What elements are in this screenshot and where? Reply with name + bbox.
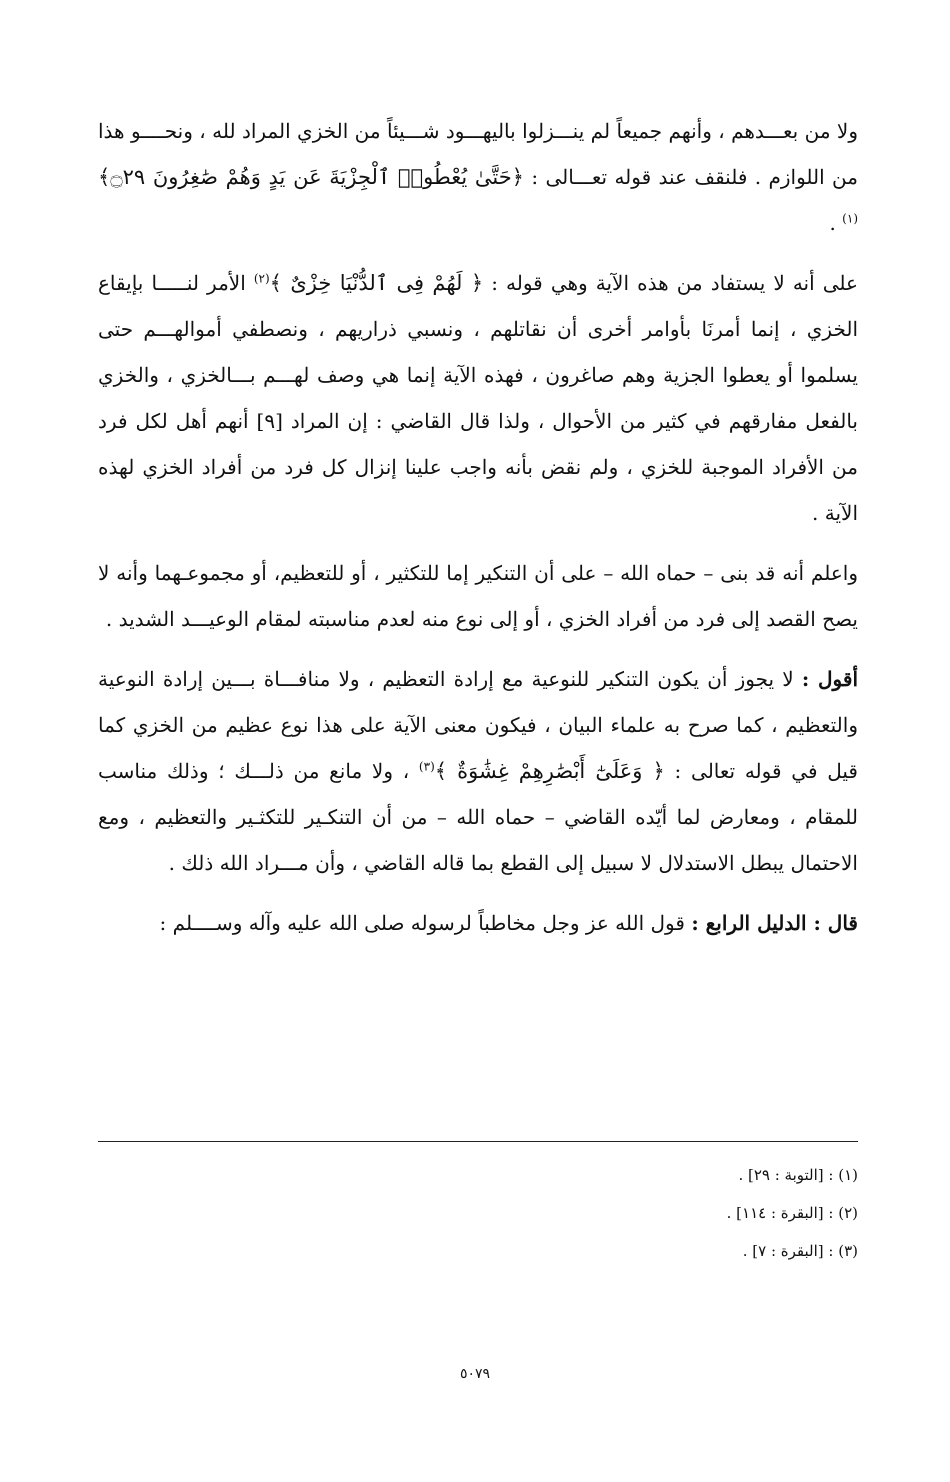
paragraph-text: الأمر لنـــــا بإيقاع الخزي ، إنما أمرنَا بأوامر أخرى أن نقاتلهم ، ونسبي ذراريهم ، ونصطفي أموالهـــم حتى يسلموا أو يعطوا الجزية وهم صاغرون ، فهذه الآية إنما هي وصف لهـــم بـــالخزي ، والخزي بالفعل مفارقهم في كثير من الأحوال ، ولذا قال القاضي : إن المراد [٩] أنهم أهل لكل فرد من الأفراد الموجبة للخزي ، ولم نقض بأنه واجب علينا إنزال كل فرد من أفراد الخزي لهذه الآية .: [98, 271, 859, 525]
paragraph: [98, 550, 858, 642]
footnote-reference: (٣): [418, 759, 435, 774]
main-text: [98, 108, 858, 960]
paragraph-text: ، ولا مانع من ذلـــك ؛ وذلك مناسب للمقام ، ومعارض لما أيّده القاضي – حماه الله – من أن التنكـير للتكثـير والتعظيم ، ومع الاحتمال يبطل الاستدلال لا سبيل إلى القطع بما قاله القاضي ، وأن مـــراد الله ذلك .: [98, 759, 858, 875]
footnote-reference: (١): [842, 211, 858, 226]
paragraph: [98, 656, 858, 886]
lead-word: أقول :: [801, 667, 858, 691]
paragraph: [98, 108, 858, 246]
footnote-separator: [98, 1141, 858, 1142]
page-number: ٥٠٧٩: [459, 1366, 491, 1382]
quran-verse: ﴿ لَهُمْ فِى ٱلدُّنْيَا خِزْىٌ ﴾: [269, 271, 484, 295]
paragraph-text: .: [829, 211, 843, 235]
paragraph: [98, 260, 858, 536]
lead-word: قال : الدليل الرابع :: [691, 911, 858, 935]
footnote: (٣) : [البقرة : ٧] .: [742, 1242, 858, 1260]
paragraph-text: على أنه لا يستفاد من هذه الآية وهي قوله :: [483, 271, 858, 295]
footnote-reference: (٢): [253, 271, 270, 286]
footnote: (١) : [التوبة : ٢٩] .: [738, 1166, 858, 1184]
paragraph-text: واعلم أنه قد بنى – حماه الله – على أن التنكير إما للتكثير ، أو للتعظيم، أو مجموعـهما وأنه لا يصح القصد إلى فرد من أفراد الخزي ، أو إلى نوع منه لعدم مناسبته لمقام الوعيـــد الشديد .: [98, 561, 858, 631]
paragraph-text: لا يجوز أن يكون التنكير للنوعية مع إرادة التعظيم ، ولا منافـــاة بـــين إرادة النوعية والتعظيم ، كما صرح به علماء البيان ، فيكون معنى الآية على هذا نوع عظيم من الخزي كما قيل في قوله تعالى :: [98, 667, 858, 783]
quran-verse: ﴿حَتَّىٰ يُعْطُوا۟ ٱلْجِزْيَةَ عَن يَدٍ وَهُمْ صَٰغِرُونَ ۝٢٩﴾: [98, 165, 524, 189]
quran-verse: ﴿ وَعَلَىٰٓ أَبْصَٰرِهِمْ غِشَٰوَةٌ ﴾: [434, 759, 665, 783]
paragraph: [98, 900, 858, 946]
footnotes: [98, 1156, 858, 1270]
paragraph-text: قول الله عز وجل مخاطباً لرسوله صلى الله عليه وآله وســــلم :: [159, 911, 692, 935]
paragraph-text: ولا من بعـــدهم ، وأنهم جميعاً لم ينـــزلوا باليهـــود شـــيئاً من الخزي المراد لله ، ونحــــو هذا من اللوازم . فلنقف عند قوله تعـــالى :: [98, 119, 858, 189]
footnote: (٢) : [البقرة : ١١٤] .: [726, 1204, 858, 1222]
